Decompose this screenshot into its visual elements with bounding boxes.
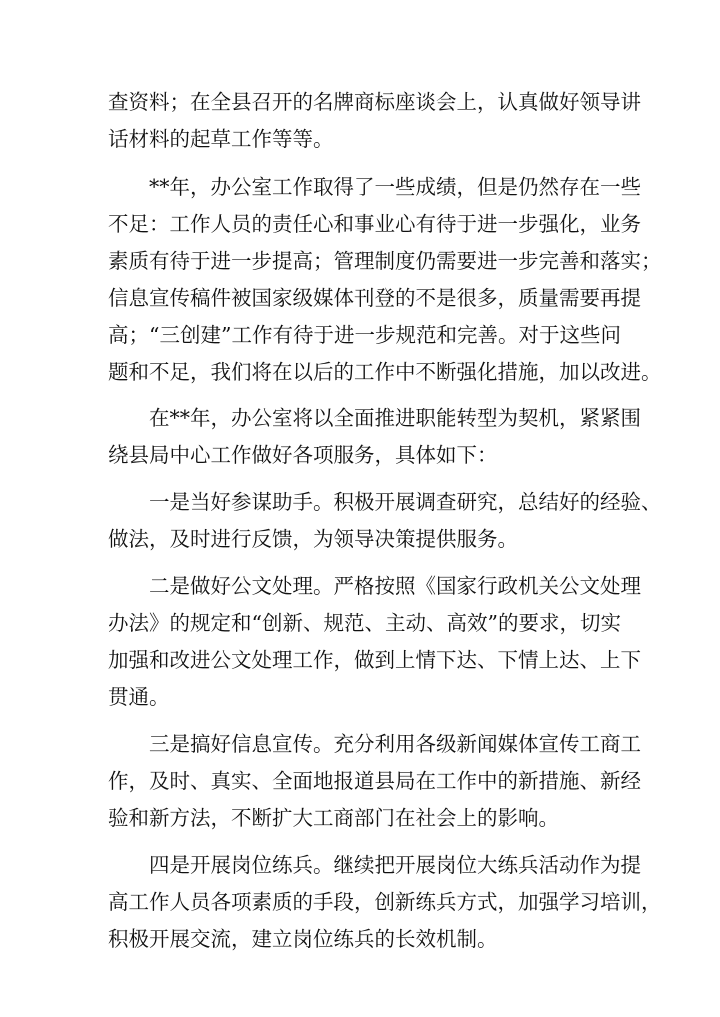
text-line: 三是搞好信息宣传。充分利用各级新闻媒体宣传工商工 — [149, 732, 641, 756]
text-line: 积极开展交流，建立岗位练兵的长效机制。 — [108, 927, 498, 951]
text-line: 信息宣传稿件被国家级媒体刊登的不是很多，质量需要再提 — [108, 286, 641, 310]
text-line: 高工作人员各项素质的手段，创新练兵方式，加强学习培训， — [108, 890, 662, 914]
text-line: 题和不足，我们将在以后的工作中不断强化措施，加以改进。 — [108, 360, 662, 384]
text-line: 办法》的规定和“创新、规范、主动、高效”的要求，切实 — [108, 611, 621, 635]
text-line: 不足：工作人员的责任心和事业心有待于进一步强化，业务 — [108, 212, 641, 236]
text-line: 做法，及时进行反馈，为领导决策提供服务。 — [108, 527, 518, 551]
text-line: 高；“三创建”工作有待于进一步规范和完善。对于这些问 — [108, 323, 621, 347]
text-line: 在**年，办公室将以全面推进职能转型为契机，紧紧围 — [149, 406, 641, 430]
text-line: **年，办公室工作取得了一些成绩，但是仍然存在一些 — [149, 175, 641, 199]
text-line: 验和新方法，不断扩大工商部门在社会上的影响。 — [108, 806, 559, 830]
text-line: 加强和改进公文处理工作，做到上情下达、下情上达、上下 — [108, 648, 641, 672]
text-line: 贯通。 — [108, 685, 170, 709]
text-line: 查资料；在全县召开的名牌商标座谈会上，认真做好领导讲 — [108, 90, 641, 114]
text-line: 话材料的起草工作等等。 — [108, 127, 334, 151]
text-line: 素质有待于进一步提高；管理制度仍需要进一步完善和落实； — [108, 249, 662, 273]
text-line: 一是当好参谋助手。积极开展调查研究，总结好的经验、 — [149, 490, 662, 514]
text-line: 绕县局中心工作做好各项服务，具体如下： — [108, 443, 498, 467]
text-line: 作，及时、真实、全面地报道县局在工作中的新措施、新经 — [108, 769, 641, 793]
text-line: 二是做好公文处理。严格按照《国家行政机关公文处理 — [149, 574, 641, 598]
text-line: 四是开展岗位练兵。继续把开展岗位大练兵活动作为提 — [149, 853, 641, 877]
